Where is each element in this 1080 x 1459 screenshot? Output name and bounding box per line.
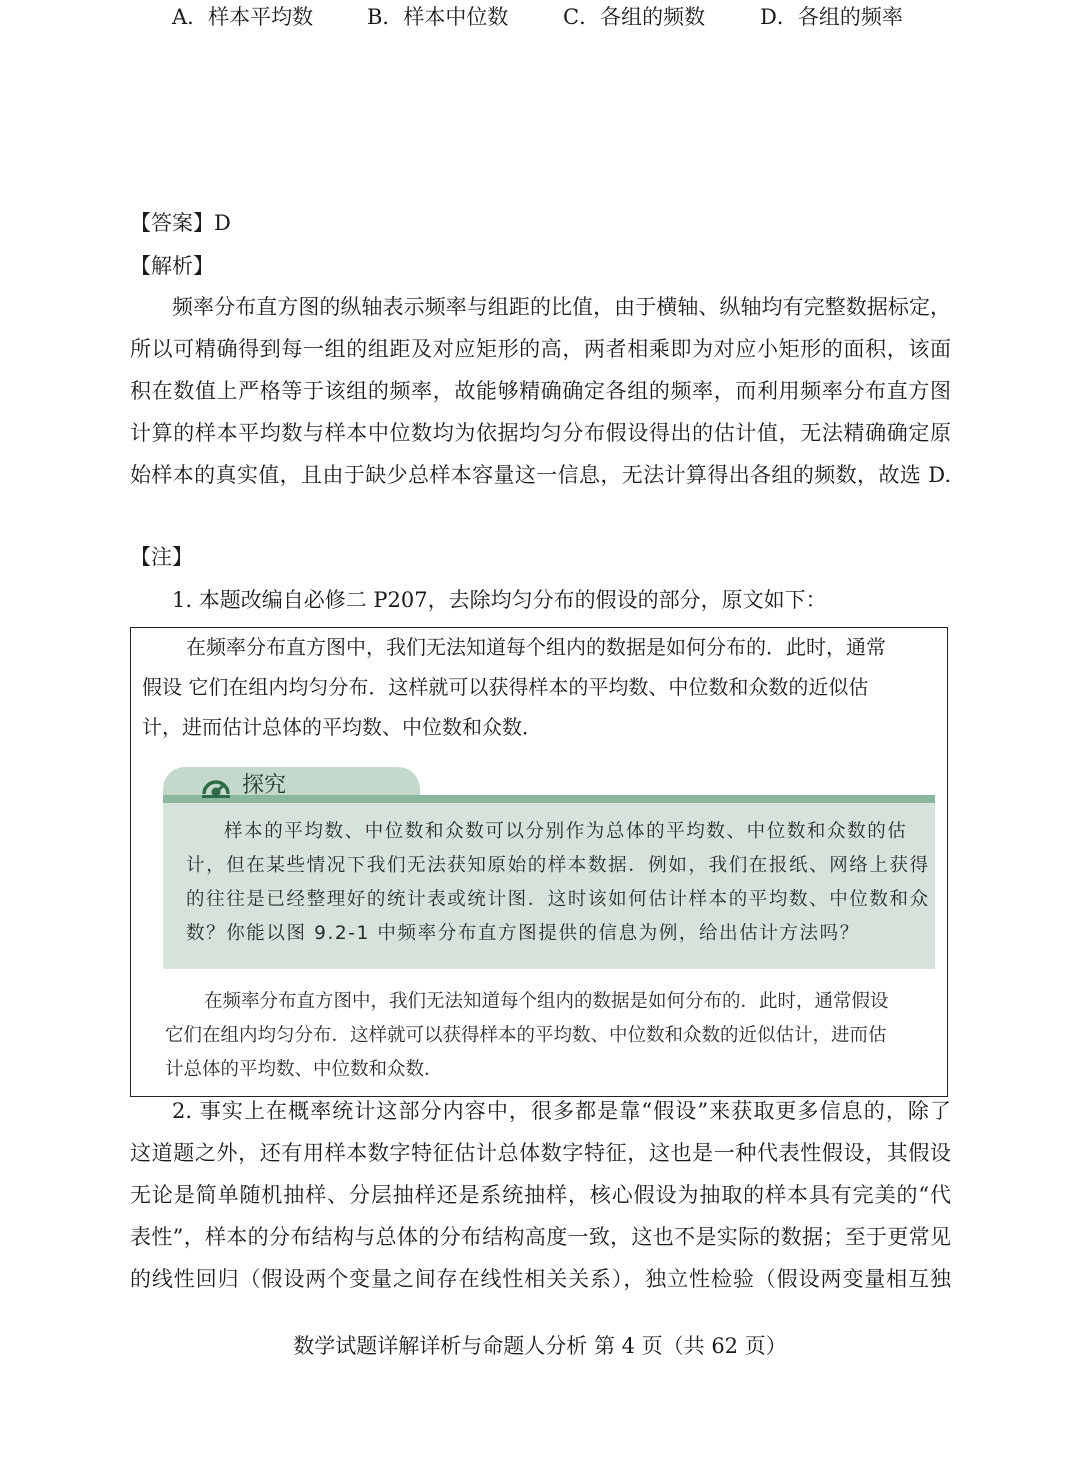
option-c: C．各组的频数 (563, 5, 706, 29)
analysis-line: 始样本的真实值，且由于缺少总样本容量这一信息，无法计算得出各组的频数，故选 D. (130, 463, 951, 487)
option-a: A．样本平均数 (172, 5, 314, 29)
option-d: D．各组的频率 (760, 5, 903, 29)
explore-title: 探究 (242, 773, 287, 798)
note-heading: 【注】 (130, 545, 193, 569)
excerpt-line: 计，进而估计总体的平均数、中位数和众数． (142, 715, 542, 739)
explore-line: 数？你能以图 9.2-1 中频率分布直方图提供的信息为例，给出估计方法吗？ (186, 923, 860, 944)
answer-options (0, 0, 1080, 34)
analysis-line: 计算的样本平均数与样本中位数均为依据均匀分布假设得出的估计值，无法精确确定原 (130, 421, 951, 445)
note-item-2-line: 的线性回归（假设两个变量之间存在线性相关关系），独立性检验（假设两变量相互独 (130, 1267, 951, 1291)
option-b: B．样本中位数 (367, 5, 509, 29)
excerpt-line: 在频率分布直方图中，我们无法知道每个组内的数据是如何分布的．此时，通常 (186, 635, 886, 659)
note-item-2-line: 2. 事实上在概率统计这部分内容中，很多都是靠“假设”来获取更多信息的，除了 (172, 1099, 951, 1123)
note-item-2-line: 无论是简单随机抽样、分层抽样还是系统抽样，核心假设为抽取的样本具有完美的“代 (130, 1183, 951, 1207)
analysis-line: 积在数值上严格等于该组的频率，故能够精确确定各组的频率，而利用频率分布直方图 (130, 379, 951, 403)
scan-line: 在频率分布直方图中，我们无法知道每个组内的数据是如何分布的．此时，通常假设 (204, 991, 889, 1012)
scan-line: 它们在组内均匀分布．这样就可以获得样本的平均数、中位数和众数的近似估计，进而估 (165, 1025, 887, 1046)
analysis-body (130, 286, 951, 496)
analysis-line: 频率分布直方图的纵轴表示频率与组距的比值，由于横轴、纵轴均有完整数据标定， (172, 295, 951, 319)
analysis-line: 所以可精确得到每一组的组距及对应矩形的高，两者相乘即为对应小矩形的面积，该面 (130, 337, 951, 361)
explore-line: 的往往是已经整理好的统计表或统计图．这时该如何估计样本的平均数、中位数和众 (186, 889, 930, 910)
answer-line: 【答案】D (130, 211, 231, 235)
note-item-2-line: 这道题之外，还有用样本数字特征估计总体数字特征，这也是一种代表性假设，其假设 (130, 1141, 951, 1165)
page-footer: 数学试题详解详析与命题人分析 第 4 页（共 62 页） (293, 1334, 787, 1358)
note-item-2 (130, 1090, 951, 1300)
analysis-heading: 【解析】 (130, 254, 214, 278)
scan-line: 计总体的平均数、中位数和众数． (165, 1059, 443, 1080)
explore-line: 样本的平均数、中位数和众数可以分别作为总体的平均数、中位数和众数的估 (224, 821, 908, 842)
explore-icon (200, 772, 232, 800)
note-item-2-line: 表性”，样本的分布结构与总体的分布结构高度一致，这也不是实际的数据；至于更常见 (130, 1225, 951, 1249)
excerpt-line: 假设 它们在组内均匀分布．这样就可以获得样本的平均数、中位数和众数的近似估 (142, 675, 869, 699)
explore-line: 计，但在某些情况下我们无法获知原始的样本数据．例如，我们在报纸、网络上获得 (186, 855, 930, 876)
note-item-1: 1. 本题改编自必修二 P207，去除均匀分布的假设的部分，原文如下： (172, 588, 827, 612)
